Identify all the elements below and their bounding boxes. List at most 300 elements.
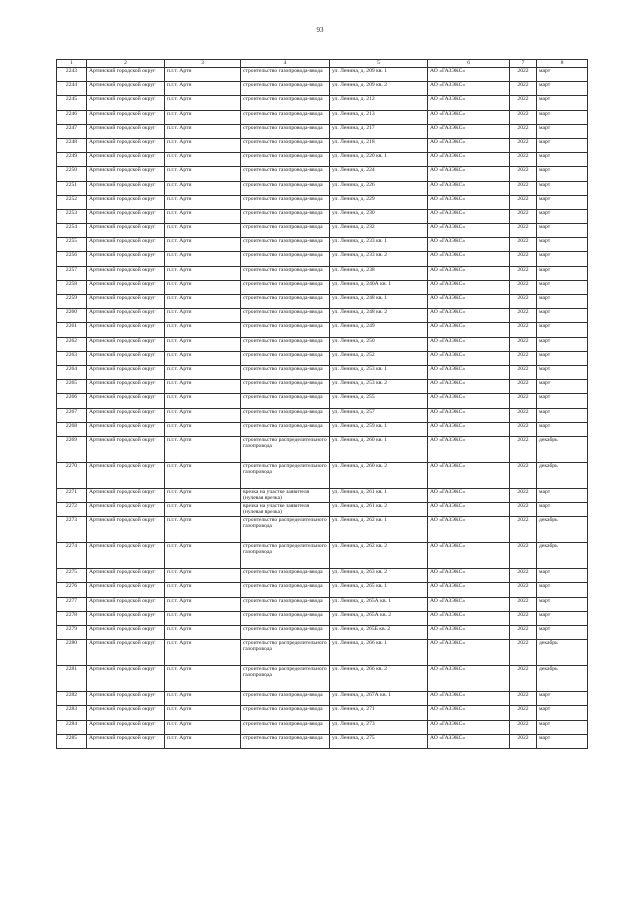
address-cell: ул. Ленина, д. 218 [330, 138, 428, 152]
table-row [57, 323, 588, 337]
organization-cell: АО «ГАЗЭКС» [428, 266, 510, 280]
address-cell: ул. Ленина, д. 263 кв. 2 [330, 569, 428, 583]
row-number-cell: 2261 [57, 323, 87, 337]
address-cell: ул. Ленина, д. 257 [330, 408, 428, 422]
district-cell: Артинский городской округ [87, 517, 165, 543]
district-cell: Артинский городской округ [87, 394, 165, 408]
address-cell: ул. Ленина, д. 265 кв. 1 [330, 583, 428, 597]
work-type-cell: строительство газопровода-ввода [241, 209, 330, 223]
address-cell: ул. Ленина, д. 253 кв. 2 [330, 380, 428, 394]
address-cell: ул. Ленина, д. 249 [330, 323, 428, 337]
organization-cell: АО «ГАЗЭКС» [428, 422, 510, 436]
work-type-cell: строительство газопровода-ввода [241, 323, 330, 337]
row-number-cell: 2274 [57, 543, 87, 569]
work-type-cell: строительство газопровода-ввода [241, 706, 330, 720]
district-cell: Артинский городской округ [87, 309, 165, 323]
district-cell: Артинский городской округ [87, 110, 165, 124]
organization-cell: АО «ГАЗЭКС» [428, 337, 510, 351]
district-cell: Артинский городской округ [87, 181, 165, 195]
address-cell: ул. Ленина, д. 275 [330, 734, 428, 748]
organization-cell: АО «ГАЗЭКС» [428, 706, 510, 720]
work-type-cell: строительство газопровода-ввода [241, 734, 330, 748]
column-number: 1 [57, 60, 87, 68]
settlement-cell: п.г.т. Арти [165, 734, 241, 748]
row-number-cell: 2267 [57, 408, 87, 422]
year-cell: 2022 [510, 626, 537, 640]
organization-cell: АО «ГАЗЭКС» [428, 68, 510, 82]
month-cell: март [537, 96, 588, 110]
month-cell: март [537, 167, 588, 181]
work-type-cell: строительство газопровода-ввода [241, 692, 330, 706]
district-cell: Артинский городской округ [87, 543, 165, 569]
column-number: 7 [510, 60, 537, 68]
year-cell: 2022 [510, 394, 537, 408]
month-cell: март [537, 422, 588, 436]
column-number: 6 [428, 60, 510, 68]
table-row [57, 734, 588, 748]
row-number-cell: 2244 [57, 82, 87, 96]
month-cell: март [537, 68, 588, 82]
organization-cell: АО «ГАЗЭКС» [428, 462, 510, 488]
settlement-cell: п.г.т. Арти [165, 124, 241, 138]
month-cell: март [537, 488, 588, 502]
work-type-cell: строительство газопровода-ввода [241, 96, 330, 110]
year-cell: 2022 [510, 543, 537, 569]
table-row [57, 626, 588, 640]
table-row [57, 436, 588, 462]
month-cell: декабрь [537, 462, 588, 488]
year-cell: 2022 [510, 295, 537, 309]
settlement-cell: п.г.т. Арти [165, 110, 241, 124]
table-row [57, 706, 588, 720]
district-cell: Артинский городской округ [87, 734, 165, 748]
settlement-cell: п.г.т. Арти [165, 706, 241, 720]
address-cell: ул. Ленина, д. 267А кв. 1 [330, 692, 428, 706]
settlement-cell: п.г.т. Арти [165, 543, 241, 569]
district-cell: Артинский городской округ [87, 503, 165, 517]
address-cell: ул. Ленина, д. 230 [330, 209, 428, 223]
address-cell: ул. Ленина, д. 259 кв. 1 [330, 422, 428, 436]
month-cell: март [537, 365, 588, 379]
address-cell: ул. Ленина, д. 271 [330, 706, 428, 720]
table-row [57, 181, 588, 195]
settlement-cell: п.г.т. Арти [165, 394, 241, 408]
work-type-cell: строительство газопровода-ввода [241, 380, 330, 394]
row-number-cell: 2273 [57, 517, 87, 543]
table-row [57, 720, 588, 734]
settlement-cell: п.г.т. Арти [165, 309, 241, 323]
row-number-cell: 2283 [57, 706, 87, 720]
organization-cell: АО «ГАЗЭКС» [428, 238, 510, 252]
row-number-cell: 2255 [57, 238, 87, 252]
month-cell: март [537, 351, 588, 365]
address-cell: ул. Ленина, д. 226 [330, 181, 428, 195]
address-cell: ул. Ленина, д. 260 кв. 2 [330, 462, 428, 488]
year-cell: 2022 [510, 611, 537, 625]
work-type-cell: строительство газопровода-ввода [241, 569, 330, 583]
month-cell: март [537, 195, 588, 209]
year-cell: 2022 [510, 138, 537, 152]
row-number-cell: 2275 [57, 569, 87, 583]
organization-cell: АО «ГАЗЭКС» [428, 195, 510, 209]
row-number-cell: 2254 [57, 224, 87, 238]
work-type-cell: строительство газопровода-ввода [241, 351, 330, 365]
month-cell: декабрь [537, 436, 588, 462]
month-cell: март [537, 110, 588, 124]
year-cell: 2022 [510, 68, 537, 82]
organization-cell: АО «ГАЗЭКС» [428, 503, 510, 517]
year-cell: 2022 [510, 488, 537, 502]
address-cell: ул. Ленина, д. 262 кв. 1 [330, 517, 428, 543]
district-cell: Артинский городской округ [87, 706, 165, 720]
settlement-cell: п.г.т. Арти [165, 224, 241, 238]
district-cell: Артинский городской округ [87, 597, 165, 611]
month-cell: март [537, 380, 588, 394]
row-number-cell: 2248 [57, 138, 87, 152]
district-cell: Артинский городской округ [87, 611, 165, 625]
table-row [57, 138, 588, 152]
table-row [57, 266, 588, 280]
year-cell: 2022 [510, 153, 537, 167]
address-cell: ул. Ленина, д. 229 [330, 195, 428, 209]
column-number: 8 [537, 60, 588, 68]
district-cell: Артинский городской округ [87, 351, 165, 365]
work-type-cell: строительство газопровода-ввода [241, 167, 330, 181]
year-cell: 2022 [510, 436, 537, 462]
district-cell: Артинский городской округ [87, 224, 165, 238]
table-row [57, 611, 588, 625]
year-cell: 2022 [510, 323, 537, 337]
address-cell: ул. Ленина, д. 248 кв. 1 [330, 295, 428, 309]
year-cell: 2022 [510, 706, 537, 720]
district-cell: Артинский городской округ [87, 436, 165, 462]
settlement-cell: п.г.т. Арти [165, 280, 241, 294]
district-cell: Артинский городской округ [87, 195, 165, 209]
row-number-cell: 2271 [57, 488, 87, 502]
address-cell: ул. Ленина, д. 224 [330, 167, 428, 181]
table-row [57, 110, 588, 124]
organization-cell: АО «ГАЗЭКС» [428, 408, 510, 422]
column-number: 3 [165, 60, 241, 68]
month-cell: март [537, 138, 588, 152]
row-number-cell: 2263 [57, 351, 87, 365]
address-cell: ул. Ленина, д. 265А кв. 2 [330, 611, 428, 625]
month-cell: март [537, 323, 588, 337]
address-cell: ул. Ленина, д. 240А кв. 1 [330, 280, 428, 294]
page-number: 93 [316, 26, 324, 34]
address-cell: ул. Ленина, д. 217 [330, 124, 428, 138]
table-row [57, 82, 588, 96]
address-cell: ул. Ленина, д. 209 кв. 1 [330, 68, 428, 82]
gasification-table [56, 59, 588, 749]
settlement-cell: п.г.т. Арти [165, 462, 241, 488]
settlement-cell: п.г.т. Арти [165, 583, 241, 597]
district-cell: Артинский городской округ [87, 626, 165, 640]
work-type-cell: строительство газопровода-ввода [241, 394, 330, 408]
district-cell: Артинский городской округ [87, 68, 165, 82]
row-number-cell: 2256 [57, 252, 87, 266]
row-number-cell: 2284 [57, 720, 87, 734]
district-cell: Артинский городской округ [87, 488, 165, 502]
address-cell: ул. Ленина, д. 248 кв. 2 [330, 309, 428, 323]
work-type-cell: строительство газопровода-ввода [241, 82, 330, 96]
settlement-cell: п.г.т. Арти [165, 181, 241, 195]
organization-cell: АО «ГАЗЭКС» [428, 640, 510, 666]
settlement-cell: п.г.т. Арти [165, 692, 241, 706]
table-row [57, 543, 588, 569]
work-type-cell: строительство распределительного газопровода [241, 517, 330, 543]
organization-cell: АО «ГАЗЭКС» [428, 597, 510, 611]
organization-cell: АО «ГАЗЭКС» [428, 110, 510, 124]
address-cell: ул. Ленина, д. 261 кв. 1 [330, 488, 428, 502]
year-cell: 2022 [510, 351, 537, 365]
year-cell: 2022 [510, 309, 537, 323]
organization-cell: АО «ГАЗЭКС» [428, 209, 510, 223]
row-number-cell: 2246 [57, 110, 87, 124]
district-cell: Артинский городской округ [87, 462, 165, 488]
settlement-cell: п.г.т. Арти [165, 195, 241, 209]
year-cell: 2022 [510, 365, 537, 379]
year-cell: 2022 [510, 82, 537, 96]
year-cell: 2022 [510, 408, 537, 422]
district-cell: Артинский городской округ [87, 692, 165, 706]
work-type-cell: строительство газопровода-ввода [241, 309, 330, 323]
district-cell: Артинский городской округ [87, 666, 165, 692]
table-row [57, 380, 588, 394]
column-number-row [57, 60, 588, 68]
table-row [57, 569, 588, 583]
year-cell: 2022 [510, 238, 537, 252]
row-number-cell: 2260 [57, 309, 87, 323]
settlement-cell: п.г.т. Арти [165, 380, 241, 394]
row-number-cell: 2281 [57, 666, 87, 692]
address-cell: ул. Ленина, д. 265Б кв. 2 [330, 626, 428, 640]
row-number-cell: 2249 [57, 153, 87, 167]
month-cell: март [537, 706, 588, 720]
row-number-cell: 2253 [57, 209, 87, 223]
year-cell: 2022 [510, 124, 537, 138]
year-cell: 2022 [510, 224, 537, 238]
work-type-cell: строительство газопровода-ввода [241, 583, 330, 597]
work-type-cell: строительство распределительного газопровода [241, 640, 330, 666]
organization-cell: АО «ГАЗЭКС» [428, 323, 510, 337]
row-number-cell: 2257 [57, 266, 87, 280]
settlement-cell: п.г.т. Арти [165, 365, 241, 379]
settlement-cell: п.г.т. Арти [165, 666, 241, 692]
month-cell: март [537, 238, 588, 252]
settlement-cell: п.г.т. Арти [165, 337, 241, 351]
address-cell: ул. Ленина, д. 255 [330, 394, 428, 408]
organization-cell: АО «ГАЗЭКС» [428, 153, 510, 167]
work-type-cell: строительство газопровода-ввода [241, 295, 330, 309]
address-cell: ул. Ленина, д. 253 кв. 1 [330, 365, 428, 379]
month-cell: март [537, 209, 588, 223]
settlement-cell: п.г.т. Арти [165, 488, 241, 502]
address-cell: ул. Ленина, д. 262 кв. 2 [330, 543, 428, 569]
settlement-cell: п.г.т. Арти [165, 436, 241, 462]
row-number-cell: 2245 [57, 96, 87, 110]
row-number-cell: 2285 [57, 734, 87, 748]
organization-cell: АО «ГАЗЭКС» [428, 181, 510, 195]
month-cell: март [537, 181, 588, 195]
row-number-cell: 2272 [57, 503, 87, 517]
table-row [57, 365, 588, 379]
row-number-cell: 2278 [57, 611, 87, 625]
work-type-cell: строительство распределительного газопровода [241, 436, 330, 462]
year-cell: 2022 [510, 503, 537, 517]
district-cell: Артинский городской округ [87, 266, 165, 280]
row-number-cell: 2251 [57, 181, 87, 195]
month-cell: март [537, 394, 588, 408]
table-row [57, 422, 588, 436]
table-body [57, 68, 588, 749]
address-cell: ул. Ленина, д. 266 кв. 2 [330, 666, 428, 692]
year-cell: 2022 [510, 583, 537, 597]
organization-cell: АО «ГАЗЭКС» [428, 280, 510, 294]
settlement-cell: п.г.т. Арти [165, 167, 241, 181]
table-row [57, 295, 588, 309]
organization-cell: АО «ГАЗЭКС» [428, 436, 510, 462]
organization-cell: АО «ГАЗЭКС» [428, 692, 510, 706]
table-row [57, 666, 588, 692]
table-row [57, 394, 588, 408]
year-cell: 2022 [510, 640, 537, 666]
year-cell: 2022 [510, 280, 537, 294]
work-type-cell: строительство газопровода-ввода [241, 181, 330, 195]
year-cell: 2022 [510, 252, 537, 266]
organization-cell: АО «ГАЗЭКС» [428, 666, 510, 692]
table-container [56, 59, 588, 749]
settlement-cell: п.г.т. Арти [165, 351, 241, 365]
settlement-cell: п.г.т. Арти [165, 720, 241, 734]
row-number-cell: 2252 [57, 195, 87, 209]
year-cell: 2022 [510, 462, 537, 488]
year-cell: 2022 [510, 720, 537, 734]
row-number-cell: 2270 [57, 462, 87, 488]
work-type-cell: строительство газопровода-ввода [241, 252, 330, 266]
district-cell: Артинский городской округ [87, 209, 165, 223]
work-type-cell: строительство газопровода-ввода [241, 68, 330, 82]
organization-cell: АО «ГАЗЭКС» [428, 82, 510, 96]
table-row [57, 280, 588, 294]
address-cell: ул. Ленина, д. 250 [330, 337, 428, 351]
row-number-cell: 2266 [57, 394, 87, 408]
month-cell: март [537, 626, 588, 640]
organization-cell: АО «ГАЗЭКС» [428, 365, 510, 379]
district-cell: Артинский городской округ [87, 380, 165, 394]
row-number-cell: 2259 [57, 295, 87, 309]
organization-cell: АО «ГАЗЭКС» [428, 96, 510, 110]
table-row [57, 68, 588, 82]
district-cell: Артинский городской округ [87, 569, 165, 583]
row-number-cell: 2268 [57, 422, 87, 436]
district-cell: Артинский городской округ [87, 167, 165, 181]
year-cell: 2022 [510, 380, 537, 394]
month-cell: март [537, 337, 588, 351]
table-row [57, 408, 588, 422]
table-row [57, 597, 588, 611]
work-type-cell: строительство газопровода-ввода [241, 408, 330, 422]
month-cell: март [537, 408, 588, 422]
row-number-cell: 2279 [57, 626, 87, 640]
settlement-cell: п.г.т. Арти [165, 569, 241, 583]
month-cell: март [537, 252, 588, 266]
month-cell: март [537, 266, 588, 280]
organization-cell: АО «ГАЗЭКС» [428, 167, 510, 181]
address-cell: ул. Ленина, д. 265А кв. 1 [330, 597, 428, 611]
district-cell: Артинский городской округ [87, 138, 165, 152]
work-type-cell: строительство газопровода-ввода [241, 422, 330, 436]
month-cell: март [537, 569, 588, 583]
address-cell: ул. Ленина, д. 260 кв. 1 [330, 436, 428, 462]
district-cell: Артинский городской округ [87, 408, 165, 422]
work-type-cell: строительство газопровода-ввода [241, 195, 330, 209]
organization-cell: АО «ГАЗЭКС» [428, 295, 510, 309]
month-cell: март [537, 611, 588, 625]
month-cell: декабрь [537, 543, 588, 569]
month-cell: март [537, 583, 588, 597]
organization-cell: АО «ГАЗЭКС» [428, 138, 510, 152]
district-cell: Артинский городской округ [87, 238, 165, 252]
row-number-cell: 2280 [57, 640, 87, 666]
row-number-cell: 2269 [57, 436, 87, 462]
month-cell: март [537, 280, 588, 294]
address-cell: ул. Ленина, д. 233 кв. 1 [330, 238, 428, 252]
month-cell: март [537, 309, 588, 323]
table-row [57, 153, 588, 167]
address-cell: ул. Ленина, д. 220 кв. 1 [330, 153, 428, 167]
settlement-cell: п.г.т. Арти [165, 295, 241, 309]
settlement-cell: п.г.т. Арти [165, 153, 241, 167]
address-cell: ул. Ленина, д. 266 кв. 1 [330, 640, 428, 666]
month-cell: март [537, 503, 588, 517]
row-number-cell: 2247 [57, 124, 87, 138]
district-cell: Артинский городской округ [87, 124, 165, 138]
table-row [57, 209, 588, 223]
year-cell: 2022 [510, 734, 537, 748]
table-row [57, 692, 588, 706]
year-cell: 2022 [510, 167, 537, 181]
district-cell: Артинский городской округ [87, 323, 165, 337]
month-cell: март [537, 597, 588, 611]
work-type-cell: строительство газопровода-ввода [241, 280, 330, 294]
district-cell: Артинский городской округ [87, 422, 165, 436]
settlement-cell: п.г.т. Арти [165, 252, 241, 266]
work-type-cell: строительство газопровода-ввода [241, 153, 330, 167]
organization-cell: АО «ГАЗЭКС» [428, 252, 510, 266]
work-type-cell: строительство газопровода-ввода [241, 266, 330, 280]
work-type-cell: строительство газопровода-ввода [241, 337, 330, 351]
settlement-cell: п.г.т. Арти [165, 408, 241, 422]
work-type-cell: строительство газопровода-ввода [241, 597, 330, 611]
row-number-cell: 2262 [57, 337, 87, 351]
district-cell: Артинский городской округ [87, 640, 165, 666]
month-cell: декабрь [537, 666, 588, 692]
organization-cell: АО «ГАЗЭКС» [428, 309, 510, 323]
district-cell: Артинский городской округ [87, 337, 165, 351]
year-cell: 2022 [510, 181, 537, 195]
row-number-cell: 2276 [57, 583, 87, 597]
column-number: 2 [87, 60, 165, 68]
organization-cell: АО «ГАЗЭКС» [428, 543, 510, 569]
month-cell: март [537, 295, 588, 309]
settlement-cell: п.г.т. Арти [165, 626, 241, 640]
column-number: 5 [330, 60, 428, 68]
address-cell: ул. Ленина, д. 252 [330, 351, 428, 365]
year-cell: 2022 [510, 96, 537, 110]
work-type-cell: строительство газопровода-ввода [241, 626, 330, 640]
work-type-cell: строительство газопровода-ввода [241, 611, 330, 625]
